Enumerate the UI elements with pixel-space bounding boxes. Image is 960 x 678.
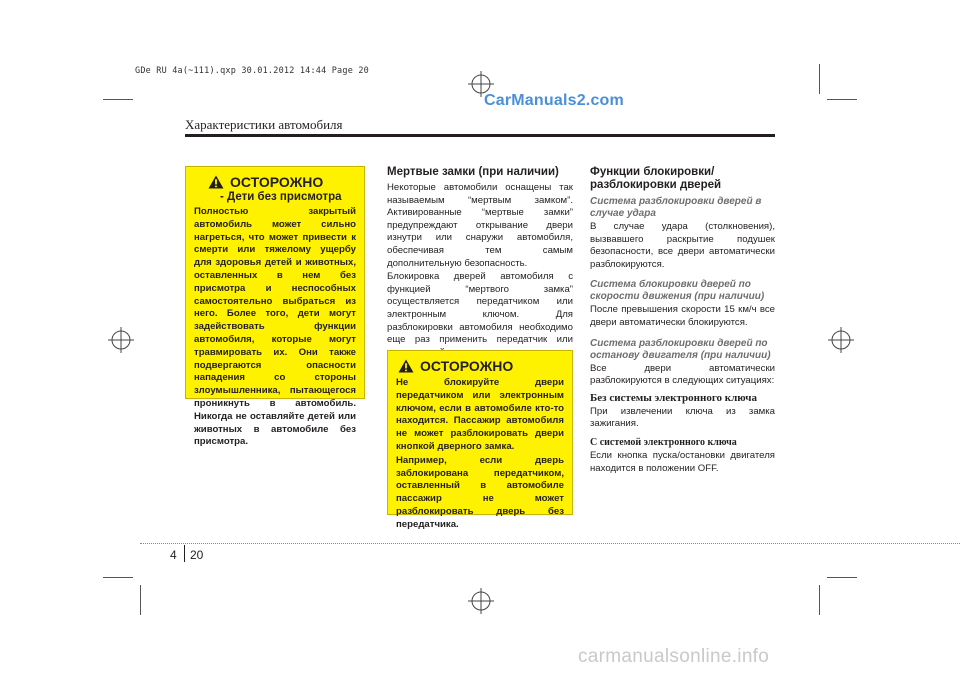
subheading: Система блокировки дверей по скорости движения (при наличии)	[590, 279, 765, 303]
registration-mark	[108, 327, 134, 358]
warning-triangle-icon	[398, 359, 414, 373]
warning-box-children	[185, 166, 365, 448]
crop-mark	[103, 577, 133, 578]
file-header: GDe RU 4a(~111).qxp 30.01.2012 14:44 Page 20	[135, 66, 369, 76]
footer-rule	[140, 543, 960, 544]
registration-mark	[828, 327, 854, 358]
warning-box-deadlock	[387, 350, 573, 530]
deadlocks-section	[387, 166, 573, 359]
chapter-number: 4	[170, 548, 177, 562]
subheading: С системой электронного ключа	[590, 436, 737, 448]
crop-mark	[140, 585, 141, 615]
lock-functions-heading: Функции блокировки/ разблокировки дверей	[590, 166, 722, 191]
watermark[interactable]: CarManuals2.com	[484, 92, 624, 109]
deadlocks-paragraph: Блокировка дверей автомобиля с функцией “мертвого замка” осуществляется передатчиком или электронным ключом. Для разблокировки автомобиля необходимо еще раз применить передатчик или	[387, 271, 573, 346]
paragraph: После превышения скорости 15 км/ч все двери автоматически блокируются.	[590, 304, 775, 328]
subheading: Система разблокировки дверей в случае удара	[590, 196, 762, 219]
subheading: Без системы электронного ключа	[590, 391, 757, 404]
lock-functions-section	[590, 166, 775, 475]
page-divider	[184, 545, 185, 562]
subheading: Система разблокировки дверей по останову двигателя (при наличии)	[590, 337, 771, 361]
crop-mark	[103, 99, 133, 100]
warning-title: ОСТОРОЖНО	[420, 358, 514, 374]
warning-heading	[396, 358, 564, 374]
warning-subtitle: - Дети без присмотра	[220, 191, 342, 203]
paragraph: Все двери автоматически разблокируются в следующих ситуациях:	[590, 362, 775, 387]
paragraph: В случае удара (столкновения), вызвавшего раскрытие подушек безопасности, все двери автоматически разблокируются.	[590, 221, 775, 270]
crop-mark	[827, 577, 857, 578]
warning-body: Полностью закрытый автомобиль может сильно нагреться, что может привести к смерти или тяжелому ущербу для здоровья детей и животных, оставленных в нем без присмотра и неспособных самостоятельно выбраться из него. Более того, дети могут задействовать функции автомобиля, которые могут травмировать их. Они также подвергаются опасности нападения со стороны злоумышленника, пытающегося проникнуть в автомобиль. Никогда не оставляйте детей или животных в автомобиле без присмотра.	[194, 206, 356, 448]
deadlocks-paragraph: Некоторые автомобили оснащены так называемым “мертвым замком”. Активированные “мертвые замки” предупреждают открывание двери изнутри или снаружи автомобиля, обеспечивая тем самым дополнительную безопасность.	[387, 182, 573, 269]
warning-body: Например, если дверь заблокирована передатчиком, оставленный в автомобиле пассажир не может разблокировать дверь без передатчика.	[396, 454, 564, 530]
deadlocks-heading: Мертвые замки (при наличии)	[387, 166, 559, 178]
warning-body: Не блокируйте двери передатчиком или электронным ключом, если в автомобиле кто-то находится. Пассажир автомобиля не может разблокировать двери кнопкой дверного замка.	[396, 377, 564, 452]
section-title: Характеристики автомобиля	[185, 117, 343, 132]
header-rule	[185, 134, 775, 137]
crop-mark	[819, 64, 820, 94]
warning-heading	[194, 174, 356, 190]
page-number: 20	[190, 548, 204, 562]
paragraph: Если кнопка пуска/остановки двигателя находится в положении OFF.	[590, 449, 775, 474]
registration-mark	[468, 588, 494, 619]
warning-triangle-icon	[208, 175, 224, 189]
paragraph: При извлечении ключа из замка зажигания.	[590, 405, 775, 430]
warning-title: ОСТОРОЖНО	[230, 174, 324, 190]
crop-mark	[827, 99, 857, 100]
crop-mark	[819, 585, 820, 615]
watermark-bottom[interactable]: carmanualsonline.info	[578, 646, 770, 667]
